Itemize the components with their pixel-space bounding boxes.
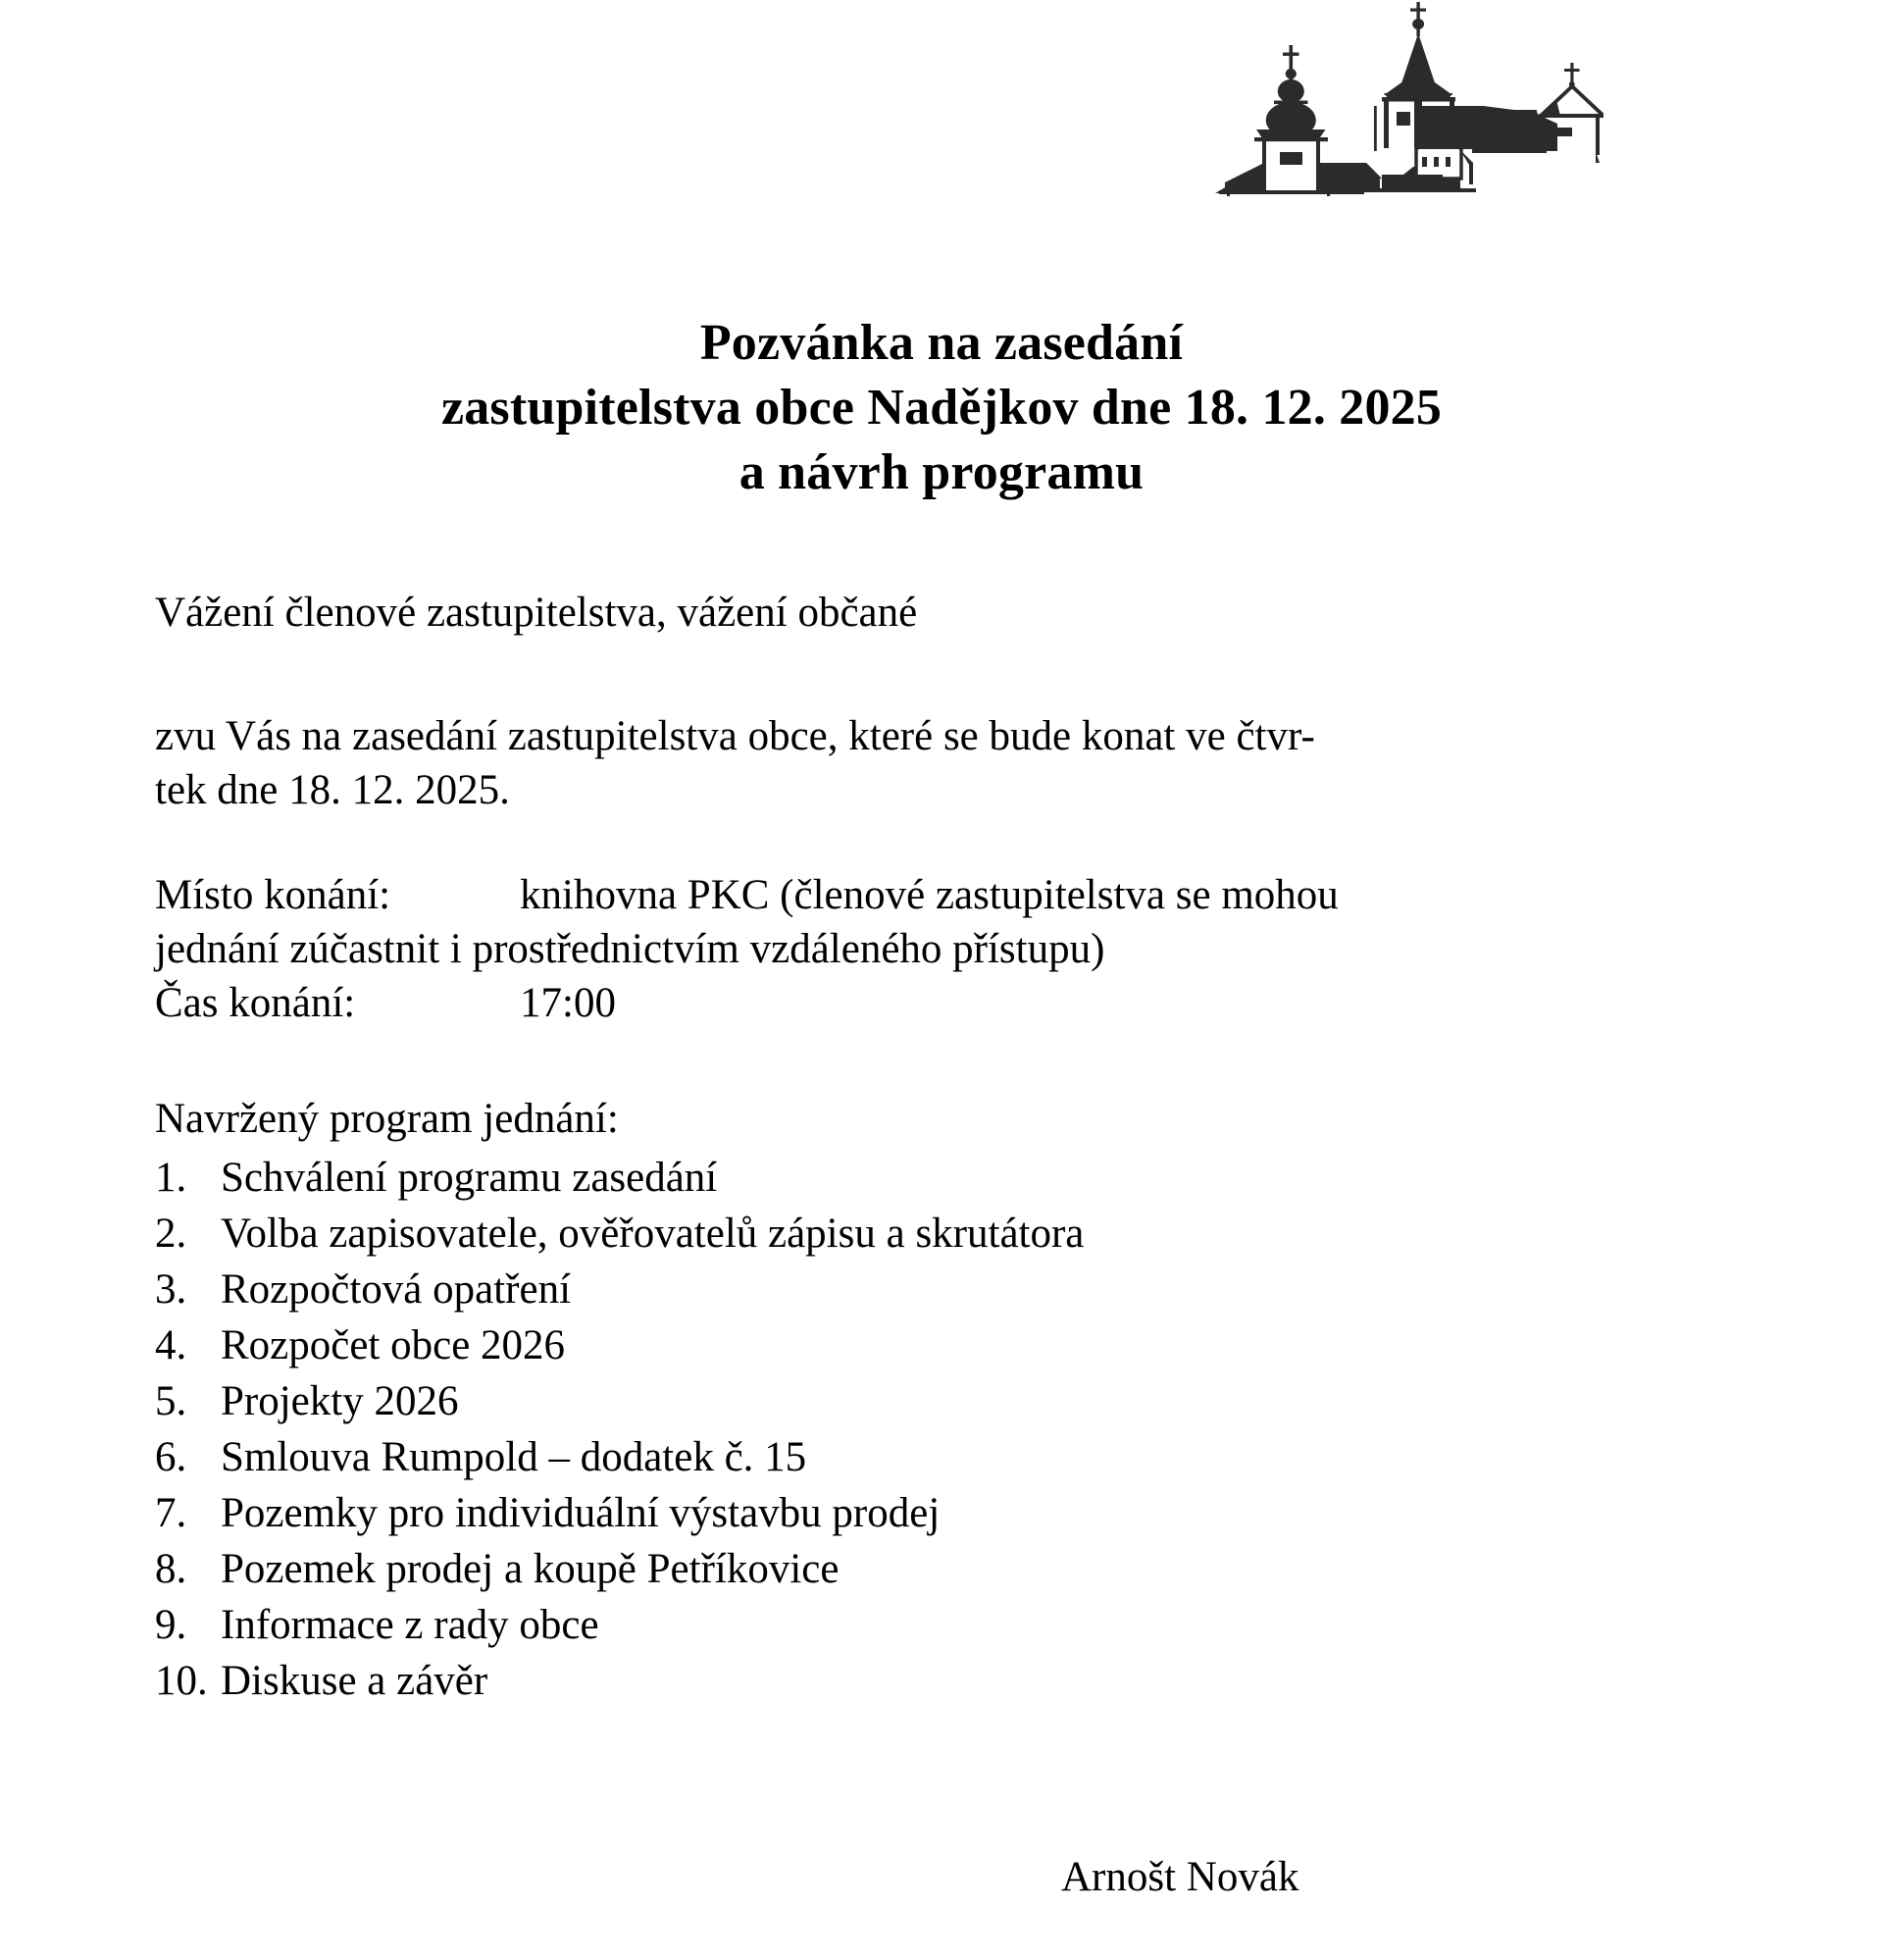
agenda-item-number: 5. bbox=[155, 1378, 187, 1424]
meeting-place-value: knihovna PKC (členové zastupitelstva se mohou bbox=[520, 872, 1339, 918]
meeting-time-label: Čas konání: bbox=[155, 980, 356, 1026]
intro-paragraph bbox=[155, 709, 1626, 817]
page-title-line-2: zastupitelstva obce Nadějkov dne 18. 12. 2025 bbox=[440, 379, 1443, 436]
meeting-time-value: 17:00 bbox=[520, 980, 616, 1026]
meeting-time-row bbox=[155, 976, 1626, 1030]
agenda-item-number: 6. bbox=[155, 1434, 187, 1480]
salutation-text: Vážení členové zastupitelstva, vážení občané bbox=[155, 590, 918, 636]
agenda-item-label: Pozemek prodej a koupě Petříkovice bbox=[221, 1546, 840, 1592]
agenda-heading: Navržený program jednání: bbox=[155, 1096, 619, 1142]
page-title-line-1: Pozvánka na zasedání bbox=[699, 314, 1184, 371]
agenda-item-number: 8. bbox=[155, 1546, 187, 1592]
meeting-details bbox=[155, 868, 1626, 1030]
list-item bbox=[155, 1262, 1084, 1317]
agenda-item-number: 4. bbox=[155, 1322, 187, 1368]
village-church-silhouette-logo bbox=[1211, 0, 1603, 196]
agenda-item-number: 1. bbox=[155, 1155, 187, 1201]
list-item bbox=[155, 1429, 1084, 1485]
agenda-item-number: 3. bbox=[155, 1266, 187, 1313]
agenda-item-number: 9. bbox=[155, 1602, 187, 1648]
meeting-place-value-continued: jednání zúčastnit i prostřednictvím vzdáleného přístupu) bbox=[155, 926, 1105, 972]
agenda-item-label: Smlouva Rumpold – dodatek č. 15 bbox=[221, 1434, 807, 1480]
agenda-item-label: Informace z rady obce bbox=[221, 1602, 599, 1648]
agenda-item-label: Rozpočet obce 2026 bbox=[221, 1322, 566, 1368]
agenda-item-label: Diskuse a závěr bbox=[221, 1658, 488, 1704]
list-item bbox=[155, 1653, 1084, 1709]
intro-paragraph-line-1: zvu Vás na zasedání zastupitelstva obce, které se bude konat ve čtvr- bbox=[155, 713, 1315, 759]
page-title-line-3: a návrh programu bbox=[738, 443, 1145, 500]
agenda-item-number: 2. bbox=[155, 1211, 187, 1257]
agenda-item-label: Rozpočtová opatření bbox=[221, 1266, 572, 1313]
agenda-item-label: Projekty 2026 bbox=[221, 1378, 459, 1424]
signature-name: Arnošt Novák bbox=[1061, 1854, 1299, 1900]
intro-paragraph-line-2: tek dne 18. 12. 2025. bbox=[155, 767, 510, 813]
list-item bbox=[155, 1485, 1084, 1541]
list-item bbox=[155, 1541, 1084, 1597]
agenda-item-number: 7. bbox=[155, 1490, 187, 1536]
agenda-list bbox=[155, 1150, 1084, 1709]
list-item bbox=[155, 1206, 1084, 1262]
agenda-item-number: 10. bbox=[155, 1658, 208, 1704]
list-item bbox=[155, 1317, 1084, 1373]
agenda-item-label: Schválení programu zasedání bbox=[221, 1155, 718, 1201]
agenda-item-label: Volba zapisovatele, ověřovatelů zápisu a skrutátora bbox=[221, 1211, 1085, 1257]
list-item bbox=[155, 1597, 1084, 1653]
page-title bbox=[0, 311, 1883, 505]
agenda-item-label: Pozemky pro individuální výstavbu prodej bbox=[221, 1490, 941, 1536]
meeting-place-row bbox=[155, 868, 1626, 922]
list-item bbox=[155, 1150, 1084, 1206]
meeting-place-label: Místo konání: bbox=[155, 872, 391, 918]
list-item bbox=[155, 1373, 1084, 1429]
